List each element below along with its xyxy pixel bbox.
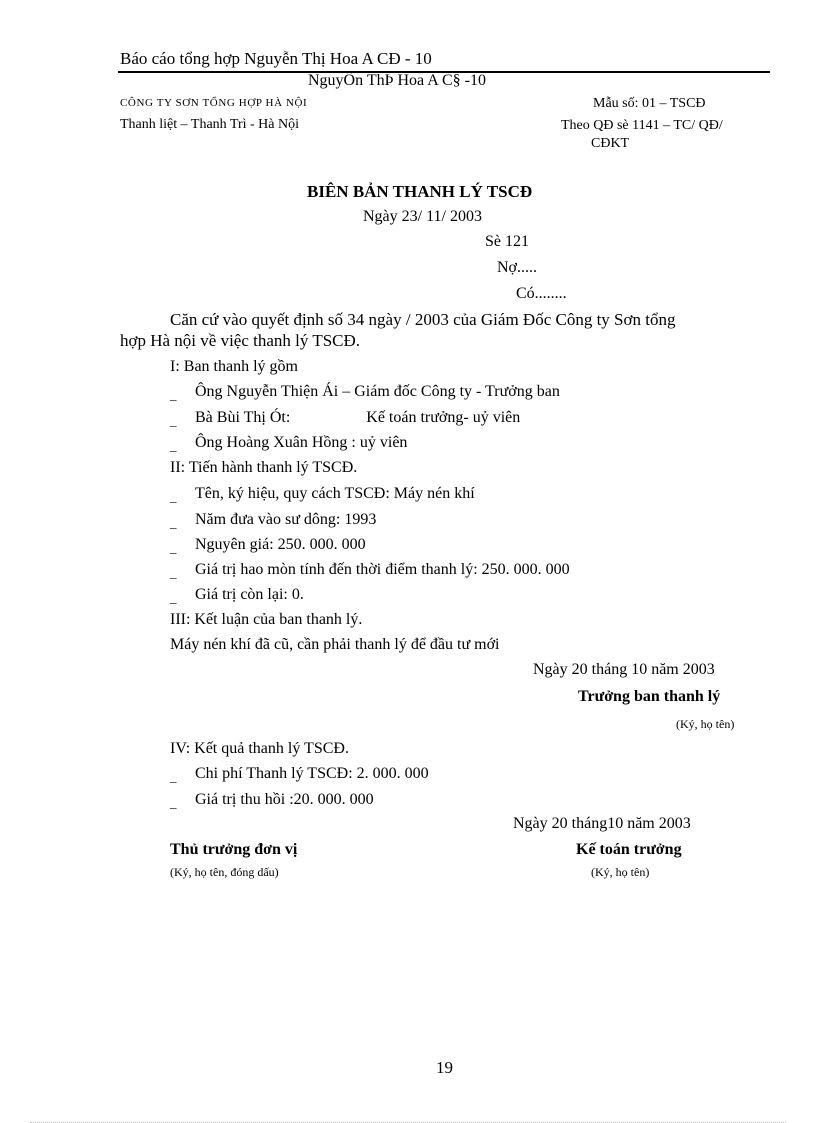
signature-note: (Ký, họ tên): [676, 717, 735, 731]
bullet-dash: _: [170, 795, 177, 810]
section-1-heading: I: Ban thanh lý gồm: [170, 358, 298, 375]
section-3-heading: III: Kết luận của ban thanh lý.: [170, 611, 363, 628]
list-item-text: Tên, ký hiệu, quy cách TSCĐ: Máy nén khí: [195, 485, 475, 502]
section-3-conclusion: Máy nén khí đã cũ, cần phải thanh lý để đầu tư mới: [170, 636, 500, 653]
list-item-text: Giá trị còn lại: 0.: [195, 586, 304, 603]
signature-title-left: Thủ trưởng đơn vị: [170, 841, 298, 858]
list-item-text: Bà Bùi Thị Ót: Kế toán trưởng- uỷ viên: [195, 409, 521, 426]
signature-note-left: (Ký, họ tên, đóng dấu): [170, 865, 279, 879]
debit-field: Nợ.....: [497, 259, 538, 276]
document-date: Ngày 23/ 11/ 2003: [363, 208, 482, 225]
bullet-dash: _: [170, 489, 177, 504]
list-item-text: Giá trị hao mòn tính đến thời điểm thanh lý: 250. 000. 000: [195, 561, 570, 578]
bullet-dash: _: [170, 565, 177, 580]
section-4-heading: IV: Kết quả thanh lý TSCĐ.: [170, 740, 349, 757]
signature-note-right: (Ký, họ tên): [591, 865, 650, 879]
bullet-dash: _: [170, 769, 177, 784]
signature-date: Ngày 20 tháng 10 năm 2003: [533, 661, 715, 678]
company-name: CÔNG TY SƠN TỔNG HỢP HÀ NỘI: [120, 97, 308, 109]
page-number: 19: [436, 1058, 453, 1077]
bullet-dash: _: [170, 540, 177, 555]
running-header: Báo cáo tổng hợp Nguyễn Thị Hoa A CĐ - 10: [120, 49, 432, 68]
form-number: Mẫu số: 01 – TSCĐ: [593, 96, 706, 111]
list-item-text: Ông Nguyễn Thiện Ái – Giám đốc Công ty - Trưởng ban: [195, 383, 560, 400]
form-decision-cont: CĐKT: [591, 136, 630, 151]
section-2-heading: II: Tiến hành thanh lý TSCĐ.: [170, 459, 358, 476]
bullet-dash: _: [170, 515, 177, 530]
basis-line-1: Căn cứ vào quyết định số 34 ngày / 2003 của Giám Đốc Công ty Sơn tổng: [170, 310, 676, 329]
form-decision: Theo QĐ sè 1141 – TC/ QĐ/: [561, 118, 723, 133]
list-item-text: Giá trị thu hồi :20. 000. 000: [195, 791, 374, 808]
bullet-dash: _: [170, 438, 177, 453]
list-item-text: Năm đưa vào sư dông: 1993: [195, 511, 377, 528]
document-number: Sè 121: [485, 233, 529, 250]
signature-title: Trưởng ban thanh lý: [578, 688, 721, 705]
bullet-dash: _: [170, 590, 177, 605]
bullet-dash: _: [170, 387, 177, 402]
bullet-dash: _: [170, 413, 177, 428]
list-item-text: Nguyên giá: 250. 000. 000: [195, 536, 366, 553]
basis-line-2: hợp Hà nội về việc thanh lý TSCĐ.: [120, 331, 361, 350]
signature-title-right: Kế toán trưởng: [576, 841, 682, 858]
list-item-text: Ông Hoàng Xuân Hồng : uỷ viên: [195, 434, 408, 451]
company-address: Thanh liệt – Thanh Trì - Hà Nội: [120, 117, 300, 132]
document-title: BIÊN BẢN THANH LÝ TSCĐ: [307, 182, 533, 201]
list-item-text: Chi phí Thanh lý TSCĐ: 2. 000. 000: [195, 765, 429, 782]
header-subtitle: NguyÔn ThÞ Hoa A C§ -10: [308, 72, 486, 89]
credit-field: Có........: [516, 285, 567, 302]
signature-date: Ngày 20 tháng10 năm 2003: [513, 815, 691, 832]
